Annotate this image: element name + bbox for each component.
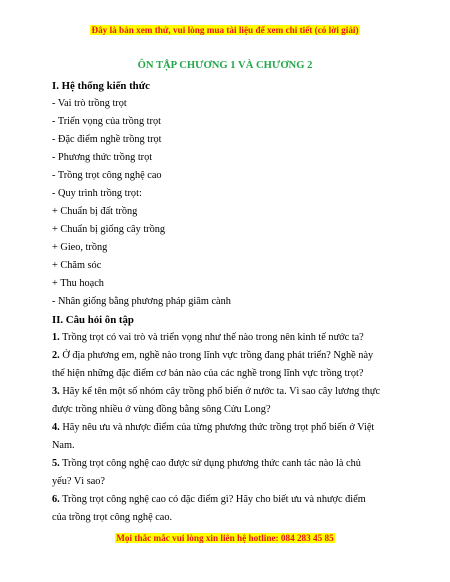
knowledge-item: - Nhân giống bằng phương pháp giâm cành [52, 296, 231, 307]
section-heading-knowledge: I. Hệ thống kiến thức [52, 80, 150, 92]
preview-notice-text: Đây là bản xem thử, vui lòng mua tài liệu để xem chi tiết (có lời giải) [91, 25, 359, 35]
knowledge-item: - Phương thức trồng trọt [52, 152, 153, 163]
question-text: Ở địa phương em, nghề nào trong lĩnh vực trồng đang phát triển? Nghề này [62, 350, 374, 361]
knowledge-item: - Vai trò trồng trọt [52, 98, 127, 109]
document-title: ÔN TẬP CHƯƠNG 1 VÀ CHƯƠNG 2 [137, 60, 313, 71]
knowledge-item: - Quy trình trồng trọt: [52, 188, 142, 199]
knowledge-subitem: + Chuẩn bị đất trồng [52, 206, 138, 217]
question-number: 5. [52, 458, 60, 469]
preview-notice-banner [0, 25, 450, 35]
hotline-banner [0, 533, 450, 543]
question-5 [52, 455, 402, 491]
question-text-continued: của trồng trọt công nghệ cao. [52, 512, 173, 523]
question-text-continued: thể hiện những đặc điểm cơ bản nào của các nghề trong lĩnh vực trồng trọt? [52, 368, 364, 379]
question-text-continued: yếu? Vì sao? [52, 476, 105, 487]
question-text-continued: được trồng nhiều ở vùng đồng bằng sông Cửu Long? [52, 404, 271, 415]
knowledge-item: - Đặc điểm nghề trồng trọt [52, 134, 162, 145]
question-text: Hãy kể tên một số nhóm cây trồng phổ biến ở nước ta. Vì sao cây lương thực [62, 386, 381, 397]
question-text: Trồng trọt có vai trò và triển vọng như thế nào trong nên kinh tế nước ta? [62, 332, 364, 343]
question-number: 2. [52, 350, 60, 361]
question-text: Trồng trọt công nghệ cao có đặc điểm gì? Hãy cho biết ưu và nhược điểm [62, 494, 366, 505]
question-number: 6. [52, 494, 60, 505]
question-number: 3. [52, 386, 60, 397]
knowledge-item: - Trồng trọt công nghệ cao [52, 170, 162, 181]
knowledge-subitem: + Thu hoạch [52, 278, 104, 289]
question-number: 1. [52, 332, 60, 343]
question-2 [52, 347, 402, 383]
knowledge-item: - Triển vọng của trồng trọt [52, 116, 161, 127]
question-text: Hãy nêu ưu và nhược điểm của từng phương thức trồng trọt phổ biến ở Việt [62, 422, 375, 433]
question-text: Trồng trọt công nghệ cao được sử dụng phương thức canh tác nào là chủ [62, 458, 361, 469]
section-heading-questions: II. Câu hỏi ôn tập [52, 314, 134, 326]
knowledge-subitem: + Gieo, trồng [52, 242, 108, 253]
question-4 [52, 419, 402, 455]
knowledge-subitem: + Chuẩn bị giống cây trồng [52, 224, 166, 235]
question-number: 4. [52, 422, 60, 433]
hotline-text: Mọi thắc mắc vui lòng xin liên hệ hotline: 084 283 45 85 [116, 533, 334, 543]
question-text-continued: Nam. [52, 440, 75, 451]
document-body [52, 77, 402, 527]
knowledge-subitem: + Chăm sóc [52, 260, 102, 271]
question-6 [52, 491, 402, 527]
question-3 [52, 383, 402, 419]
question-1 [52, 329, 402, 347]
